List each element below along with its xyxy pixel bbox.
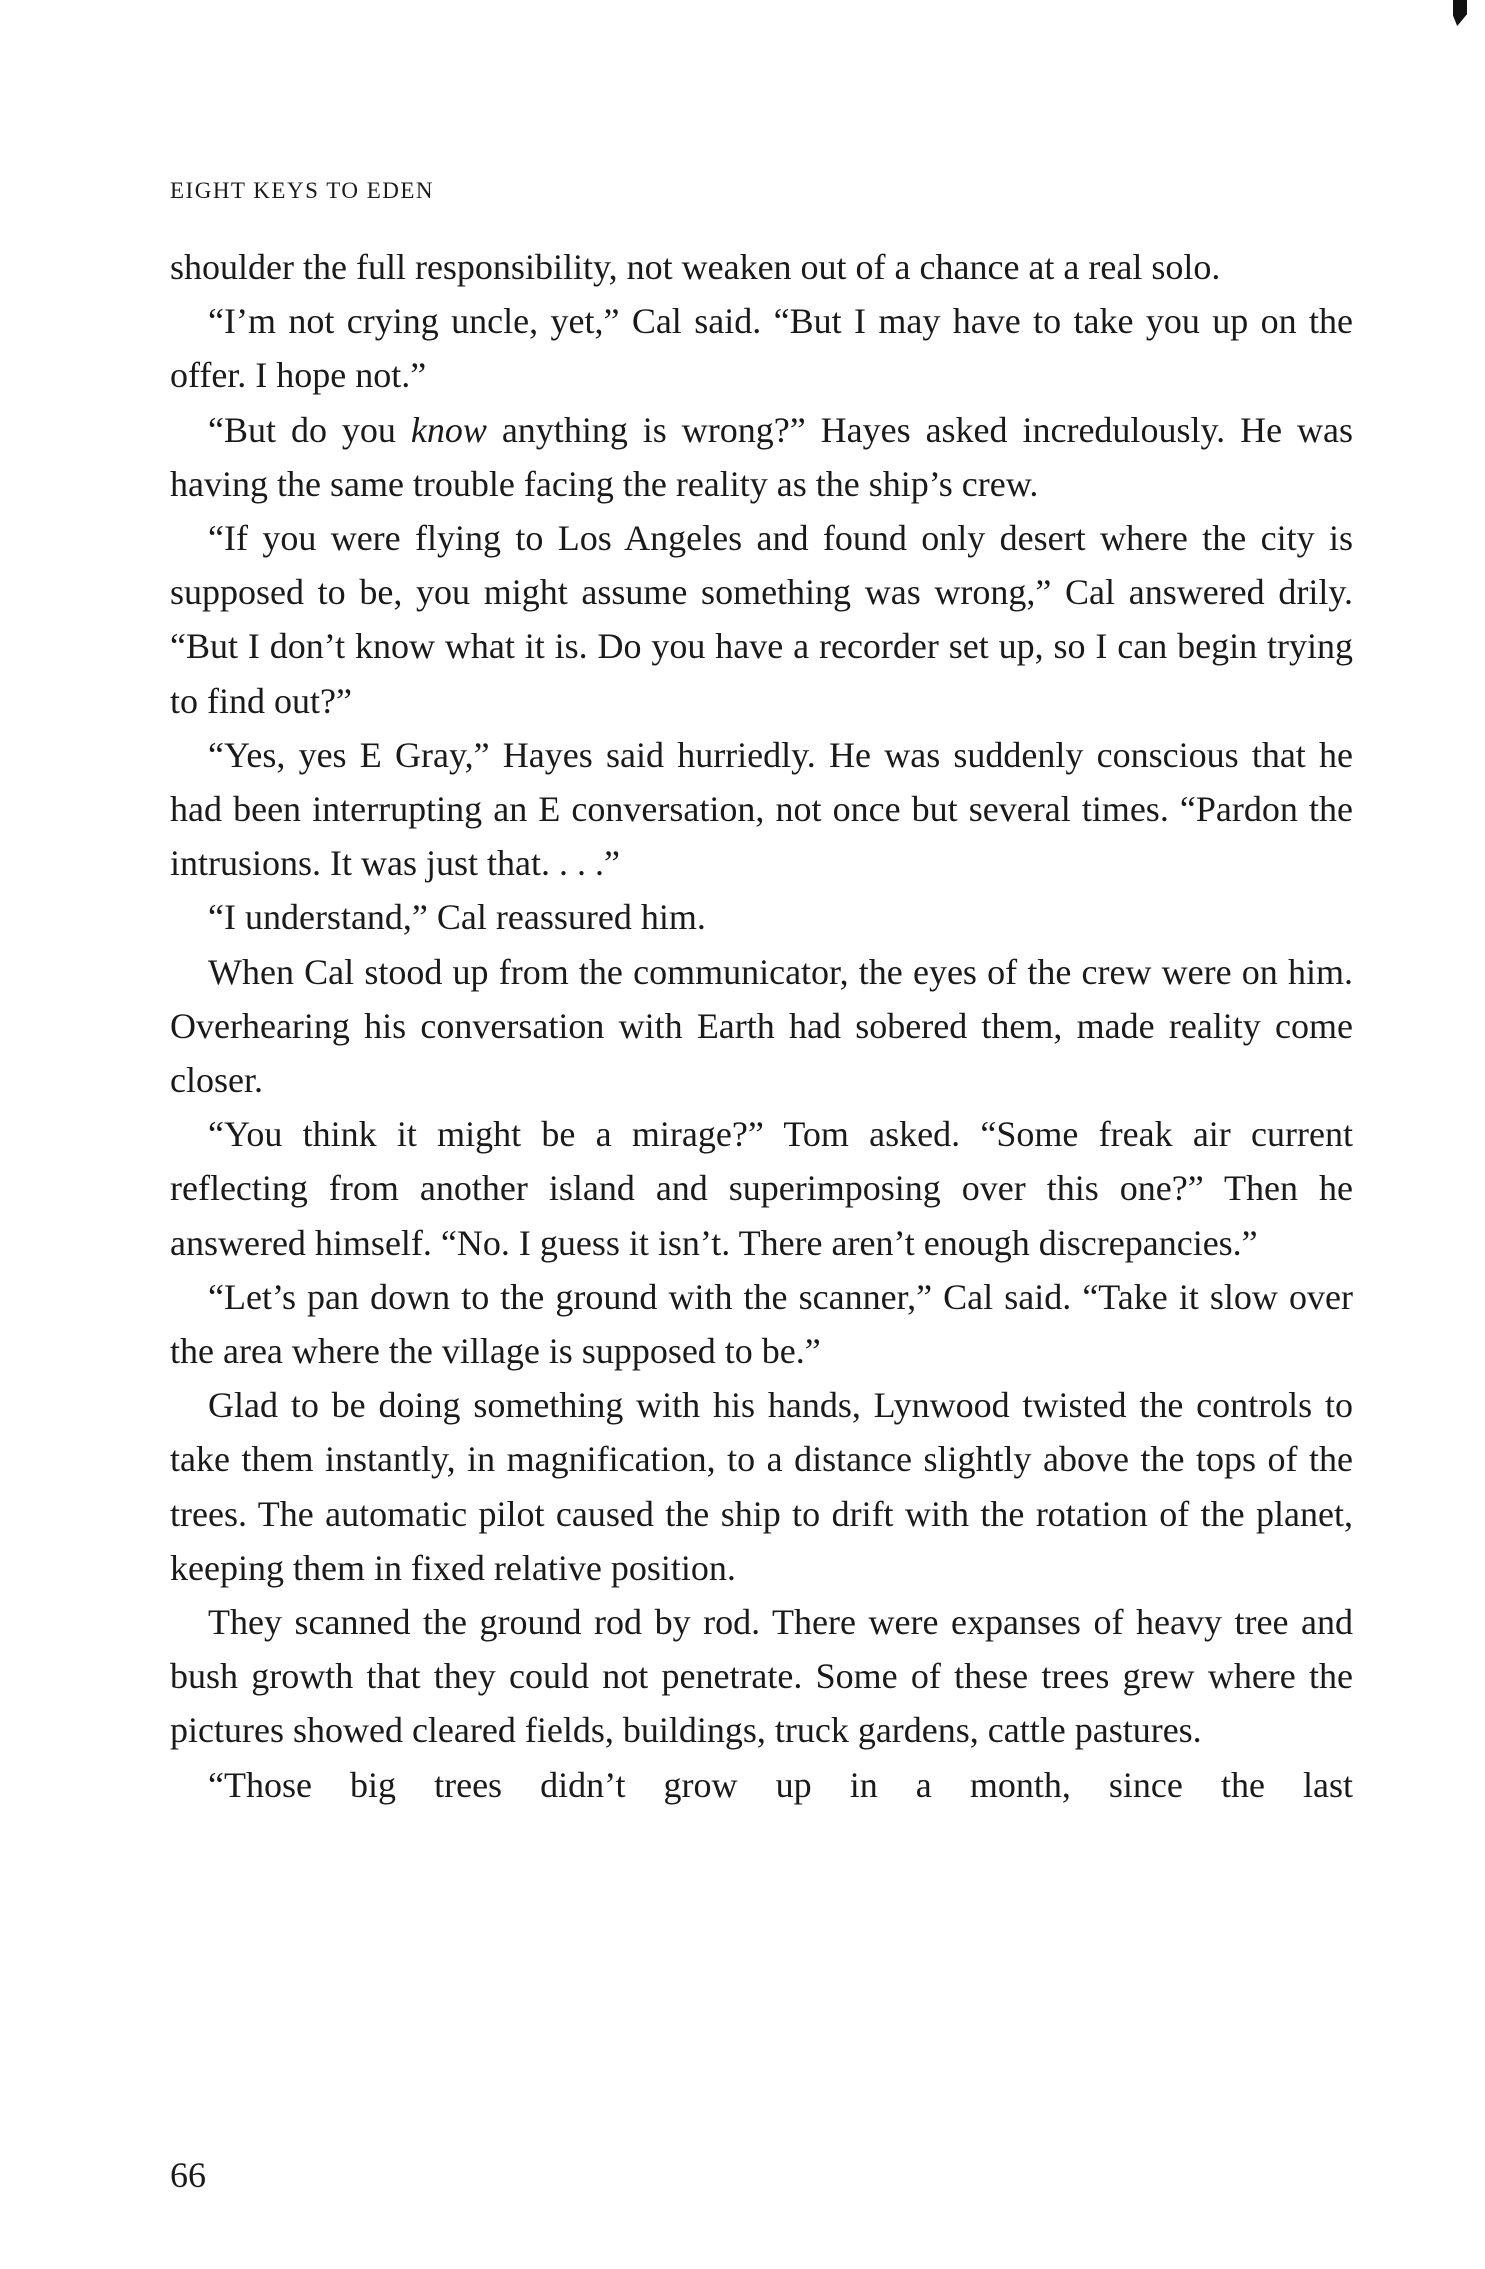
paragraph: Glad to be doing something with his hands, Lynwood twisted the controls to take them instantly, in magnification, to a distance slightly above the tops of the trees. The automatic pilot caused the ship to drift with the rotation of the planet, keeping them in fixed relative position. — [170, 1385, 1353, 1588]
paragraph: “I understand,” Cal reassured him. — [208, 897, 706, 938]
body-text — [170, 240, 1353, 1812]
paragraph: “Let’s pan down to the ground with the scanner,” Cal said. “Take it slow over the area where the village is supposed to be.” — [170, 1276, 1353, 1372]
paragraph: They scanned the ground rod by rod. There were expanses of heavy tree and bush growth that they could not penetrate. Some of these trees grew where the pictures showed cleared fields, buildings, truck gardens, cattle pastures. — [170, 1602, 1353, 1751]
paragraph: “I’m not crying uncle, yet,” Cal said. “But I may have to take you up on the offer. I hope not.” — [170, 301, 1353, 396]
paragraph-text: “But do you — [208, 409, 411, 450]
paragraph-text: anything is wrong?” Hayes asked incredulously. He was having the same trouble facing the reality as the ship’s crew. — [170, 409, 1353, 504]
paragraph: “If you were flying to Los Angeles and found only desert where the city is supposed to be, you might assume something was wrong,” Cal answered drily. “But I don’t know what it is. Do you have a recorder set up, so I can begin trying to find out?” — [170, 518, 1353, 721]
paragraph: “You think it might be a mirage?” Tom asked. “Some freak air current reflecting from another island and superimposing over this one?” Then he answered himself. “No. I guess it isn’t. There aren’t enough discrepancies.” — [170, 1114, 1353, 1263]
page-corner-mark — [1453, 0, 1467, 26]
page-number: 66 — [170, 2155, 206, 2195]
paragraph: “Those big trees didn’t grow up in a month, since the last — [208, 1764, 1353, 1805]
running-head: EIGHT KEYS TO EDEN — [170, 178, 435, 203]
paragraph: “Yes, yes E Gray,” Hayes said hurriedly. He was suddenly conscious that he had been interrupting an E conversation, not once but several times. “Pardon the intrusions. It was just that. . . .” — [170, 734, 1353, 884]
paragraph — [170, 403, 1353, 511]
italic-word: know — [410, 409, 487, 450]
paragraph: When Cal stood up from the communicator, the eyes of the crew were on him. Overhearing his conversation with Earth had sobered them, made reality come closer. — [170, 951, 1353, 1101]
paragraph: shoulder the full responsibility, not weaken out of a chance at a real solo. — [170, 247, 1221, 287]
